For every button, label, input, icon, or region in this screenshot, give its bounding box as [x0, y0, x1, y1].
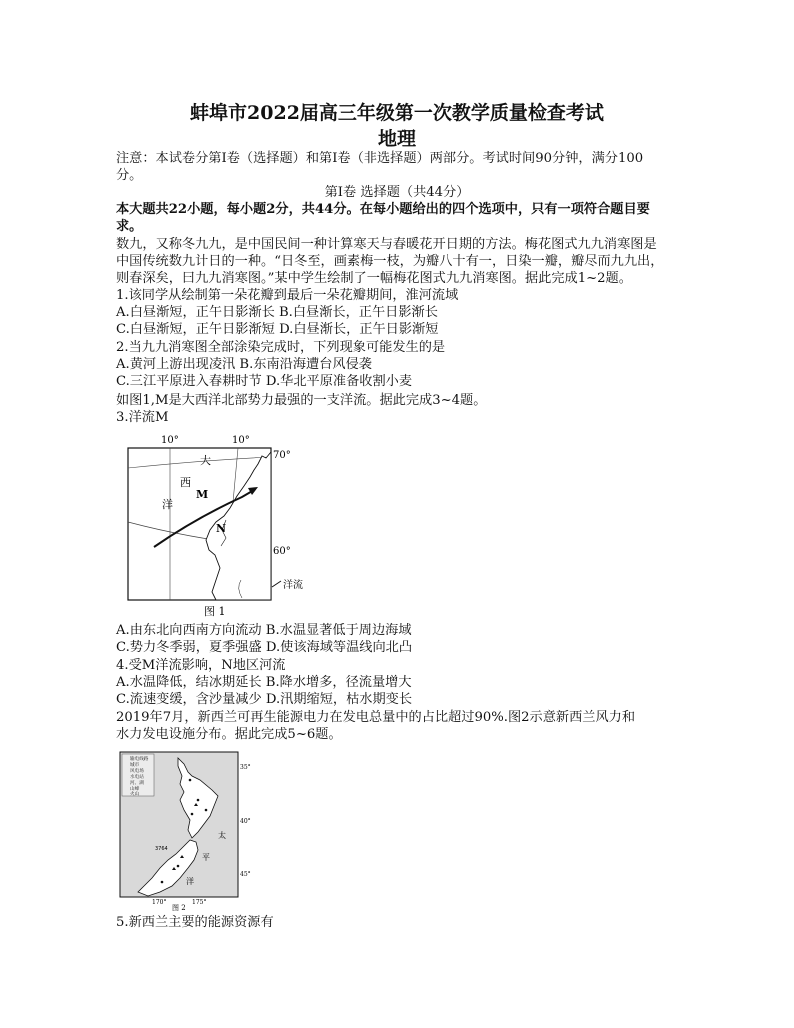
instruction-line-2: 求。: [116, 219, 143, 234]
q1-options-ab: A.白昼渐短，正午日影渐长 B.白昼渐长，正午日影渐长: [116, 305, 438, 320]
q2-options-ab: A.黄河上游出现凌汛 B.东南沿海遭台风侵袭: [116, 357, 372, 372]
q1-stem: 1.该同学从绘制第一朵花瓣到最后一朵花瓣期间，淮河流域: [116, 288, 459, 303]
fig2-lat-40: 40°: [240, 818, 251, 825]
fig2-peak-label: 3764: [155, 846, 168, 852]
instruction-line-1: 本大题共22小题，每小题2分，共44分。在每小题给出的四个选项中，只有一项符合题目要: [116, 202, 650, 217]
exam-title: 蚌埠市2022届高三年级第一次教学质量检查考试: [190, 102, 604, 124]
fig2-legend-1: 城市: [130, 763, 140, 768]
fig1-label-yang: 洋: [162, 498, 173, 511]
fig2-legend-0: 输电线路: [130, 757, 149, 762]
fig1-legend-current: 洋流: [283, 580, 303, 591]
notice-line-2: 分。: [116, 168, 143, 183]
q3-options-ab: A.由东北向西南方向流动 B.水温显著低于周边海域: [116, 623, 412, 638]
passage2: 如图1,M是大西洋北部势力最强的一支洋流。据此完成3~4题。: [116, 393, 487, 408]
q2-stem: 2.当九九消寒图全部涂染完成时，下列现象可能发生的是: [116, 340, 446, 355]
q3-options-cd: C.势力冬季弱，夏季强盛 D.使该海域等温线向北凸: [116, 640, 413, 655]
fig1-label-da: 大: [200, 454, 211, 467]
passage1-line-3: 则春深矣，曰九九消寒图。”某中学生绘制了一幅梅花图式九九消寒图。据此完成1~2题。: [116, 271, 632, 286]
notice-line-1: 注意：本试卷分第Ⅰ卷（选择题）和第Ⅰ卷（非选择题）两部分。考试时间90分钟，满分100: [116, 151, 644, 166]
fig2-lat-45: 45°: [240, 871, 251, 878]
subject-title: 地理: [377, 128, 416, 150]
q4-stem: 4.受M洋流影响，N地区河流: [116, 658, 286, 673]
fig2-label-tai: 太: [218, 831, 226, 840]
fig1-lat-top: 70°: [273, 450, 291, 461]
fig1-caption: 图 1: [204, 605, 226, 618]
fig2-lon-175: 175°: [192, 899, 207, 906]
q4-options-ab: A.水温降低，结冰期延长 B.降水增多，径流量增大: [116, 675, 412, 690]
passage1-line-2: 中国传统数九计日的一种。“日冬至，画素梅一枝，为瓣八十有一，日染一瓣，瓣尽而九九出，: [116, 254, 664, 269]
fig1-label-xi: 西: [180, 476, 191, 489]
q5-stem: 5.新西兰主要的能源资源有: [116, 915, 274, 930]
fig2-legend-5: 山峰: [130, 787, 140, 792]
q3-stem: 3.洋流M: [116, 410, 169, 425]
q2-options-cd: C.三江平原进入春耕时节 D.华北平原准备收割小麦: [116, 374, 413, 389]
figure-1-map: [116, 430, 316, 620]
fig2-label-yang: 洋: [186, 877, 194, 886]
fig1-label-m: M: [196, 488, 209, 501]
section-header: 第Ⅰ卷 选择题（共44分）: [324, 185, 470, 200]
fig2-legend-3: 水电站: [130, 775, 144, 780]
fig2-caption: 图 2: [172, 904, 186, 912]
fig2-legend-4: 河、湖: [130, 781, 144, 786]
fig1-lon-left: 10°: [161, 435, 179, 446]
figure-2-map: [118, 750, 253, 912]
fig2-legend-6: 火山: [130, 792, 140, 797]
fig2-legend-2: 风电场: [130, 769, 144, 774]
fig2-lon-170: 170°: [152, 899, 167, 906]
fig1-lat-bottom: 60°: [273, 546, 291, 557]
q4-options-cd: C.流速变缓，含沙量减少 D.汛期缩短，枯水期变长: [116, 692, 413, 707]
passage1-line-1: 数九，又称冬九九，是中国民间一种计算寒天与春暖花开日期的方法。梅花图式九九消寒图是: [116, 237, 657, 252]
passage3-line-1: 2019年7月，新西兰可再生能源电力在发电总量中的占比超过90%.图2示意新西兰风力和: [116, 710, 636, 725]
q1-options-cd: C.白昼渐短，正午日影渐短 D.白昼渐长，正午日影渐短: [116, 322, 439, 337]
fig1-label-n: N: [216, 522, 227, 535]
fig2-label-ping: 平: [202, 853, 210, 862]
fig2-lat-35: 35°: [240, 764, 251, 771]
fig1-lon-right: 10°: [232, 435, 250, 446]
passage3-line-2: 水力发电设施分布。据此完成5~6题。: [116, 727, 342, 742]
